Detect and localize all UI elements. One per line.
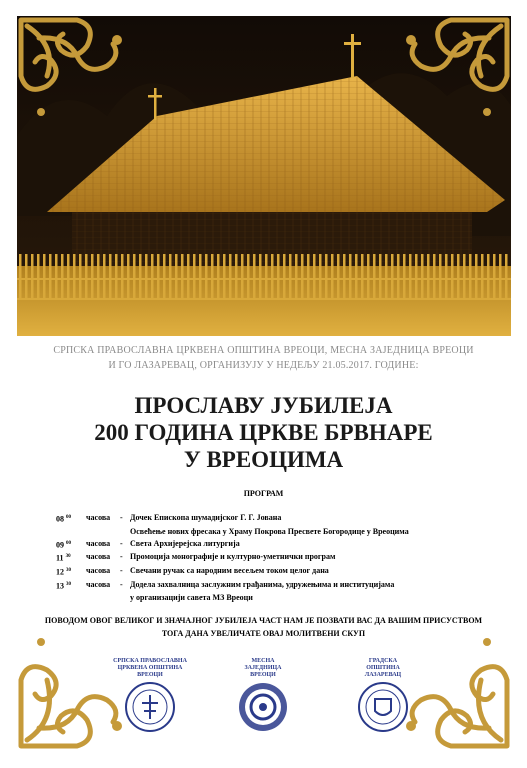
fence-picket: [139, 254, 142, 298]
fence-picket: [205, 254, 208, 298]
fence-picket: [397, 254, 400, 298]
fence-picket: [295, 254, 298, 298]
fence-picket: [43, 254, 46, 298]
fence-picket: [193, 254, 196, 298]
fence-picket: [181, 254, 184, 298]
municipality-seal-icon: [357, 681, 409, 733]
schedule-time: 11 $^{30}$: [56, 553, 71, 563]
schedule-row: [56, 526, 409, 538]
fence-picket: [433, 254, 436, 298]
schedule-text: Света Архијерејска литургија: [130, 538, 240, 548]
fence-picket: [85, 254, 88, 298]
fence-picket: [73, 254, 76, 298]
fence-picket: [169, 254, 172, 298]
fence-picket: [445, 254, 448, 298]
title-line-1: ПРОСЛАВУ ЈУБИЛЕЈА: [134, 393, 393, 418]
fence-picket: [253, 254, 256, 298]
fence-picket: [199, 254, 202, 298]
schedule-unit: часова: [86, 513, 111, 522]
schedule-unit: часова: [86, 552, 111, 562]
schedule-text: Додела захвалница заслужним грађанима, удружењима и институцијама: [130, 579, 395, 589]
schedule-row: [56, 512, 409, 526]
fence-picket: [187, 254, 190, 298]
schedule-text: Освећење нових фресака у Храму Покрова Пресвете Богородице у Вреоцима: [130, 526, 409, 536]
fence-picket: [103, 254, 106, 298]
fence-picket: [385, 254, 388, 298]
fence-picket: [97, 254, 100, 298]
fence-picket: [121, 254, 124, 298]
fence-picket: [457, 254, 460, 298]
fence-picket: [259, 254, 262, 298]
schedule-text: у организацији савета МЗ Вреоци: [130, 593, 253, 603]
fence-picket: [475, 254, 478, 298]
fence-picket: [37, 254, 40, 298]
fence-picket: [451, 254, 454, 298]
fence-picket: [463, 254, 466, 298]
schedule-row: [56, 538, 409, 552]
seal-local-community: [228, 658, 298, 733]
intro-line-2: И ГО ЛАЗАРЕВАЦ, ОРГАНИЗУЈУ У НЕДЕЉУ 21.05.2017. ГОДИНЕ:: [108, 360, 419, 371]
schedule-row: [56, 579, 409, 593]
fence-picket: [373, 254, 376, 298]
fence-picket: [61, 254, 64, 298]
fence-picket: [25, 254, 28, 298]
fence-picket: [487, 254, 490, 298]
fence-picket: [469, 254, 472, 298]
schedule-text: Промоција монографије и културно-уметнички програм: [130, 552, 336, 562]
fence-picket: [307, 254, 310, 298]
invite-line-2: ТОГА ДАНА УВЕЛИЧАТЕ ОВАЈ МОЛИТВЕНИ СКУП: [161, 629, 366, 638]
fence-picket: [157, 254, 160, 298]
program-schedule: [56, 512, 409, 604]
fence-picket: [235, 254, 238, 298]
fence-picket: [277, 254, 280, 298]
church-seal-icon: [124, 681, 176, 733]
schedule-row: [56, 565, 409, 579]
fence-picket: [271, 254, 274, 298]
schedule-time: 08 $^{00}$: [56, 514, 71, 524]
fence-picket: [49, 254, 52, 298]
fence-picket: [337, 254, 340, 298]
organizers-intro: [0, 343, 527, 373]
fence-picket: [175, 254, 178, 298]
fence-picket: [163, 254, 166, 298]
fence-picket: [439, 254, 442, 298]
schedule-dash: -: [120, 579, 123, 589]
schedule-time: 09 $^{00}$: [56, 540, 71, 550]
schedule-time: 13 $^{30}$: [56, 581, 71, 591]
fence-picket: [151, 254, 154, 298]
fence-picket: [289, 254, 292, 298]
fence-picket: [79, 254, 82, 298]
fence-picket: [355, 254, 358, 298]
event-title: [0, 392, 527, 473]
schedule-dash: -: [120, 552, 123, 562]
fence-picket: [331, 254, 334, 298]
fence-picket: [55, 254, 58, 298]
fence-picket: [211, 254, 214, 298]
fence-picket: [229, 254, 232, 298]
corner-ornament-top-left: [17, 16, 133, 116]
fence-picket: [379, 254, 382, 298]
fence-picket: [283, 254, 286, 298]
fence-picket: [319, 254, 322, 298]
corner-ornament-top-right: [395, 16, 511, 116]
schedule-dash: -: [120, 513, 123, 522]
schedule-row: [56, 592, 409, 604]
program-heading: ПРОГРАМ: [243, 489, 284, 498]
fence-picket: [427, 254, 430, 298]
fence-picket: [127, 254, 130, 298]
fence-picket: [313, 254, 316, 298]
fence-picket: [223, 254, 226, 298]
schedule-time: 12 $^{30}$: [56, 567, 71, 577]
fence-picket: [91, 254, 94, 298]
fence-picket: [391, 254, 394, 298]
fence-picket: [325, 254, 328, 298]
seal-label: ГРАДСКА ОПШТИНА ЛАЗАРЕВАЦ: [364, 658, 402, 678]
fence-picket: [31, 254, 34, 298]
fence-picket: [301, 254, 304, 298]
seal-church-municipality: [112, 658, 188, 733]
fence-picket: [67, 254, 70, 298]
fence-picket: [493, 254, 496, 298]
fence-picket: [421, 254, 424, 298]
intro-line-1: СРПСКА ПРАВОСЛАВНА ЦРКВЕНА ОПШТИНА ВРЕОЦИ, МЕСНА ЗАЈЕДНИЦА ВРЕОЦИ: [53, 345, 474, 356]
fence-picket: [415, 254, 418, 298]
fence-picket: [409, 254, 412, 298]
fence-picket: [403, 254, 406, 298]
schedule-unit: часова: [86, 579, 111, 589]
fence-picket: [349, 254, 352, 298]
title-line-3: У ВРЕОЦИМА: [183, 447, 344, 472]
fence: [17, 240, 511, 300]
seal-label: МЕСНА ЗАЈЕДНИЦА ВРЕОЦИ: [244, 658, 282, 678]
schedule-unit: часова: [86, 565, 111, 575]
fence-picket: [367, 254, 370, 298]
fence-picket: [217, 254, 220, 298]
community-seal-icon: [237, 681, 289, 733]
schedule-dash: -: [120, 538, 123, 548]
fence-picket: [361, 254, 364, 298]
fence-picket: [145, 254, 148, 298]
fence-picket: [19, 254, 22, 298]
fence-picket: [109, 254, 112, 298]
fence-picket: [343, 254, 346, 298]
fence-picket: [481, 254, 484, 298]
schedule-unit: часова: [86, 538, 111, 548]
schedule-text: Свечани ручак са народним весељем током целог дана: [130, 565, 329, 575]
title-line-2: 200 ГОДИНА ЦРКВЕ БРВНАРЕ: [94, 420, 433, 445]
invitation-text: [0, 614, 527, 640]
fence-picket: [265, 254, 268, 298]
fence-picket: [133, 254, 136, 298]
fence-picket: [241, 254, 244, 298]
fence-picket: [499, 254, 502, 298]
seal-city-municipality: [345, 658, 421, 733]
seal-label: СРПСКА ПРАВОСЛАВНА ЦРКВЕНА ОПШТИНА ВРЕОЦИ: [113, 658, 187, 678]
schedule-dash: -: [120, 565, 123, 575]
fence-picket: [115, 254, 118, 298]
schedule-row: [56, 551, 409, 565]
fence-picket: [247, 254, 250, 298]
invite-line-1: ПОВОДОМ ОВОГ ВЕЛИКОГ И ЗНАЧАЈНОГ ЈУБИЛЕЈА ЧАСТ НАМ ЈЕ ПОЗВАТИ ВАС ДА ВАШИМ ПРИСУСТВОМ: [44, 616, 483, 625]
schedule-text: Дочек Епископа шумадијског Г. Г. Јована: [130, 513, 282, 522]
fence-picket: [505, 254, 508, 298]
